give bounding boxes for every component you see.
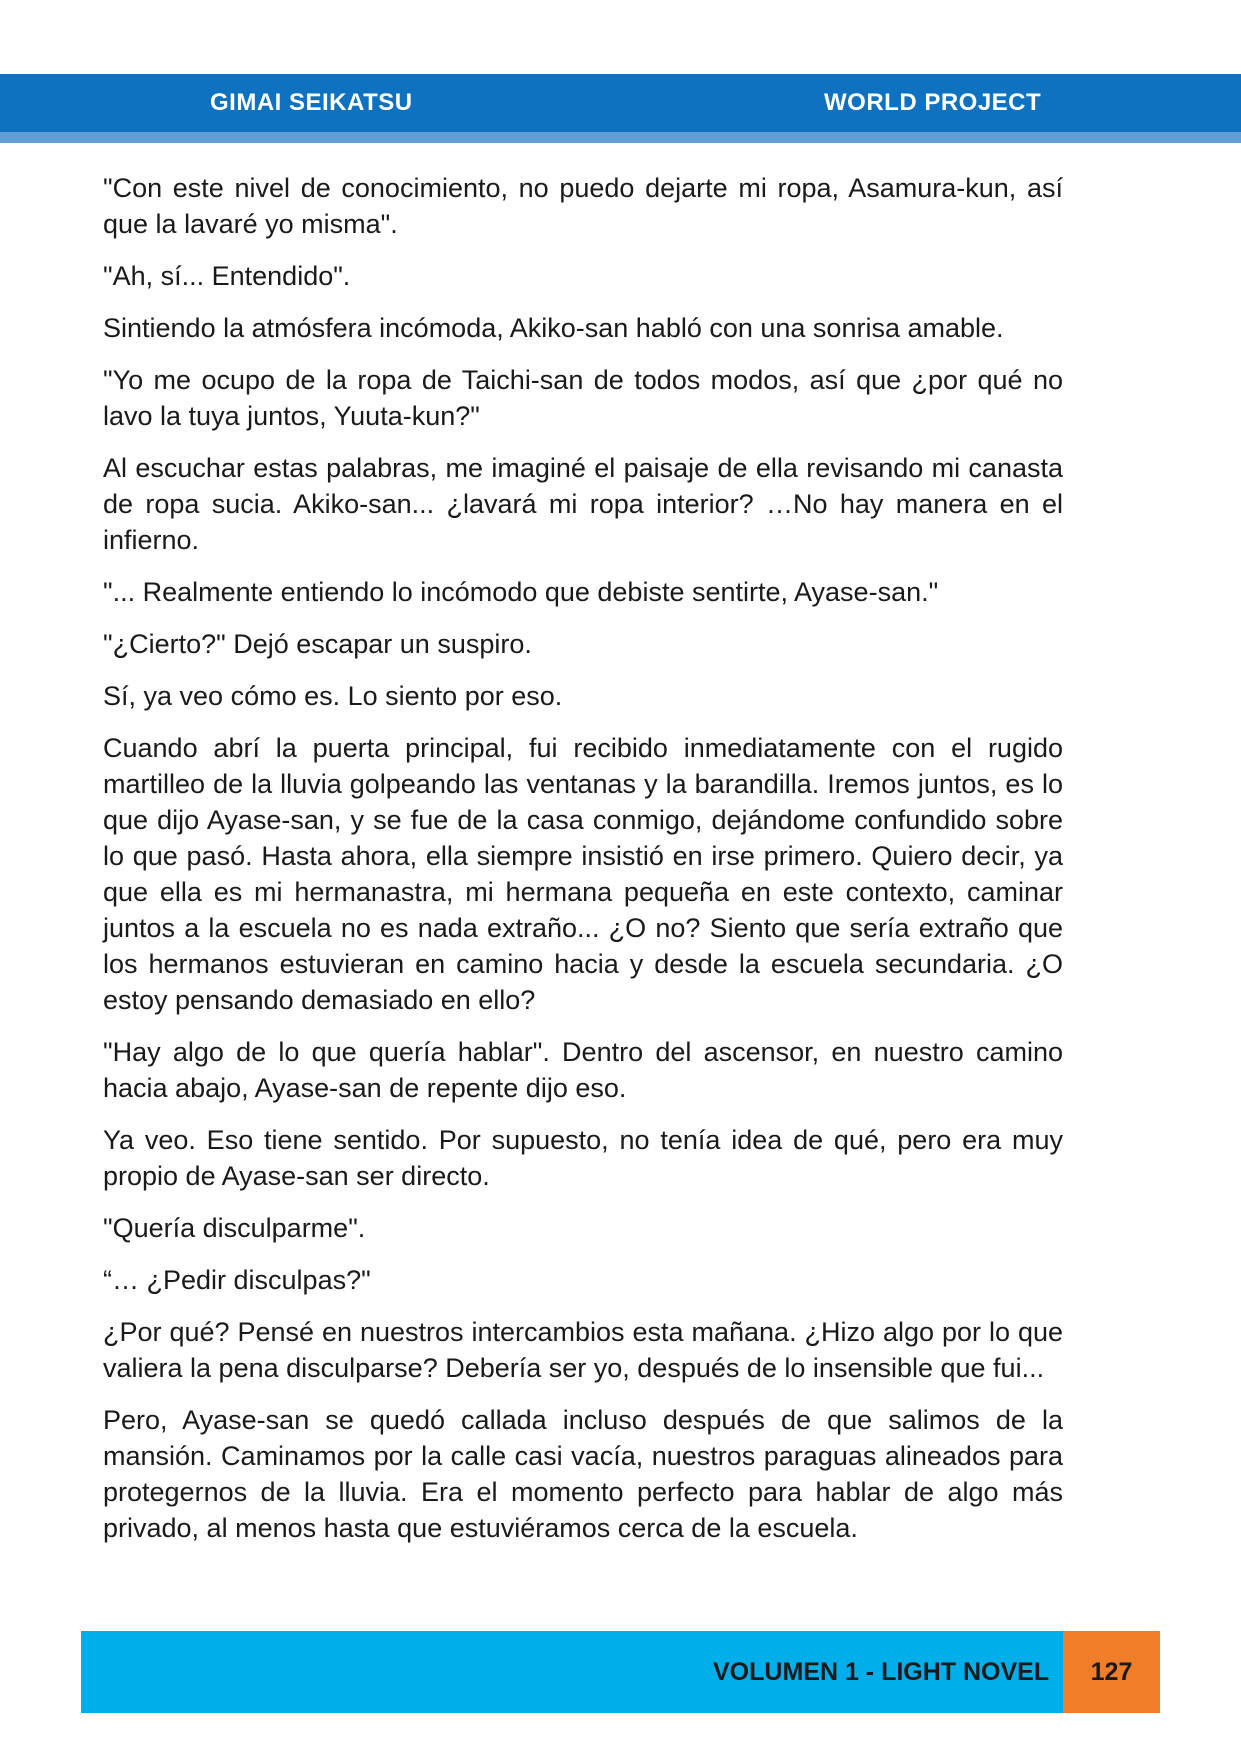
- header-underline: [0, 132, 1241, 143]
- paragraph: "Hay algo de lo que quería hablar". Dentro del ascensor, en nuestro camino hacia abajo, Ayase-san de repente dijo eso.: [103, 1037, 1063, 1103]
- paragraph: Ya veo. Eso tiene sentido. Por supuesto, no tenía idea de qué, pero era muy propio de Ayase-san ser directo.: [103, 1125, 1063, 1191]
- page-body: [103, 170, 1063, 1562]
- footer-volume-label: VOLUMEN 1 - LIGHT NOVEL: [713, 1658, 1050, 1686]
- paragraph: Cuando abrí la puerta principal, fui recibido inmediatamente con el rugido martilleo de la lluvia golpeando las ventanas y la barandilla. Iremos juntos, es lo que dijo Ayase-san, y se fue de la casa conmigo, dejándome confundido sobre lo que pasó. Hasta ahora, ella siempre insistió en irse primero. Quiero decir, ya que ella es mi hermanastra, mi hermana pequeña en este contexto, caminar juntos a la escuela no es nada extraño... ¿O no? Siento que sería extraño que los hermanos estuvieran en camino hacia y desde la escuela secundaria. ¿O estoy pensando demasiado en ello?: [103, 733, 1063, 1015]
- page-number: 127: [1090, 1658, 1133, 1686]
- paragraph: "... Realmente entiendo lo incómodo que debiste sentirte, Ayase-san.": [103, 577, 939, 607]
- header-project-name: WORLD PROJECT: [824, 89, 1042, 116]
- paragraph: “… ¿Pedir disculpas?": [103, 1265, 371, 1295]
- paragraph: Pero, Ayase-san se quedó callada incluso después de que salimos de la mansión. Caminamos por la calle casi vacía, nuestros paraguas alineados para protegernos de la lluvia. Era el momento perfecto para hablar de algo más privado, al menos hasta que estuviéramos cerca de la escuela.: [103, 1405, 1063, 1543]
- paragraph: Sintiendo la atmósfera incómoda, Akiko-san habló con una sonrisa amable.: [103, 313, 1004, 343]
- paragraph: "¿Cierto?" Dejó escapar un suspiro.: [103, 629, 532, 659]
- paragraph: Sí, ya veo cómo es. Lo siento por eso.: [103, 681, 563, 711]
- paragraph: "Quería disculparme".: [103, 1213, 366, 1243]
- paragraph: Al escuchar estas palabras, me imaginé el paisaje de ella revisando mi canasta de ropa sucia. Akiko-san... ¿lavará mi ropa interior? …No hay manera en el infierno.: [103, 453, 1063, 555]
- header-band: [0, 74, 1241, 132]
- paragraph: "Yo me ocupo de la ropa de Taichi-san de todos modos, así que ¿por qué no lavo la tuya juntos, Yuuta-kun?": [103, 365, 1063, 431]
- paragraph: "Ah, sí... Entendido".: [103, 261, 351, 291]
- paragraph: ¿Por qué? Pensé en nuestros intercambios esta mañana. ¿Hizo algo por lo que valiera la pena disculparse? Debería ser yo, después de lo insensible que fui...: [103, 1317, 1063, 1383]
- header-series-title: GIMAI SEIKATSU: [210, 89, 413, 116]
- paragraph: "Con este nivel de conocimiento, no puedo dejarte mi ropa, Asamura-kun, así que la lavaré yo misma".: [103, 173, 1063, 239]
